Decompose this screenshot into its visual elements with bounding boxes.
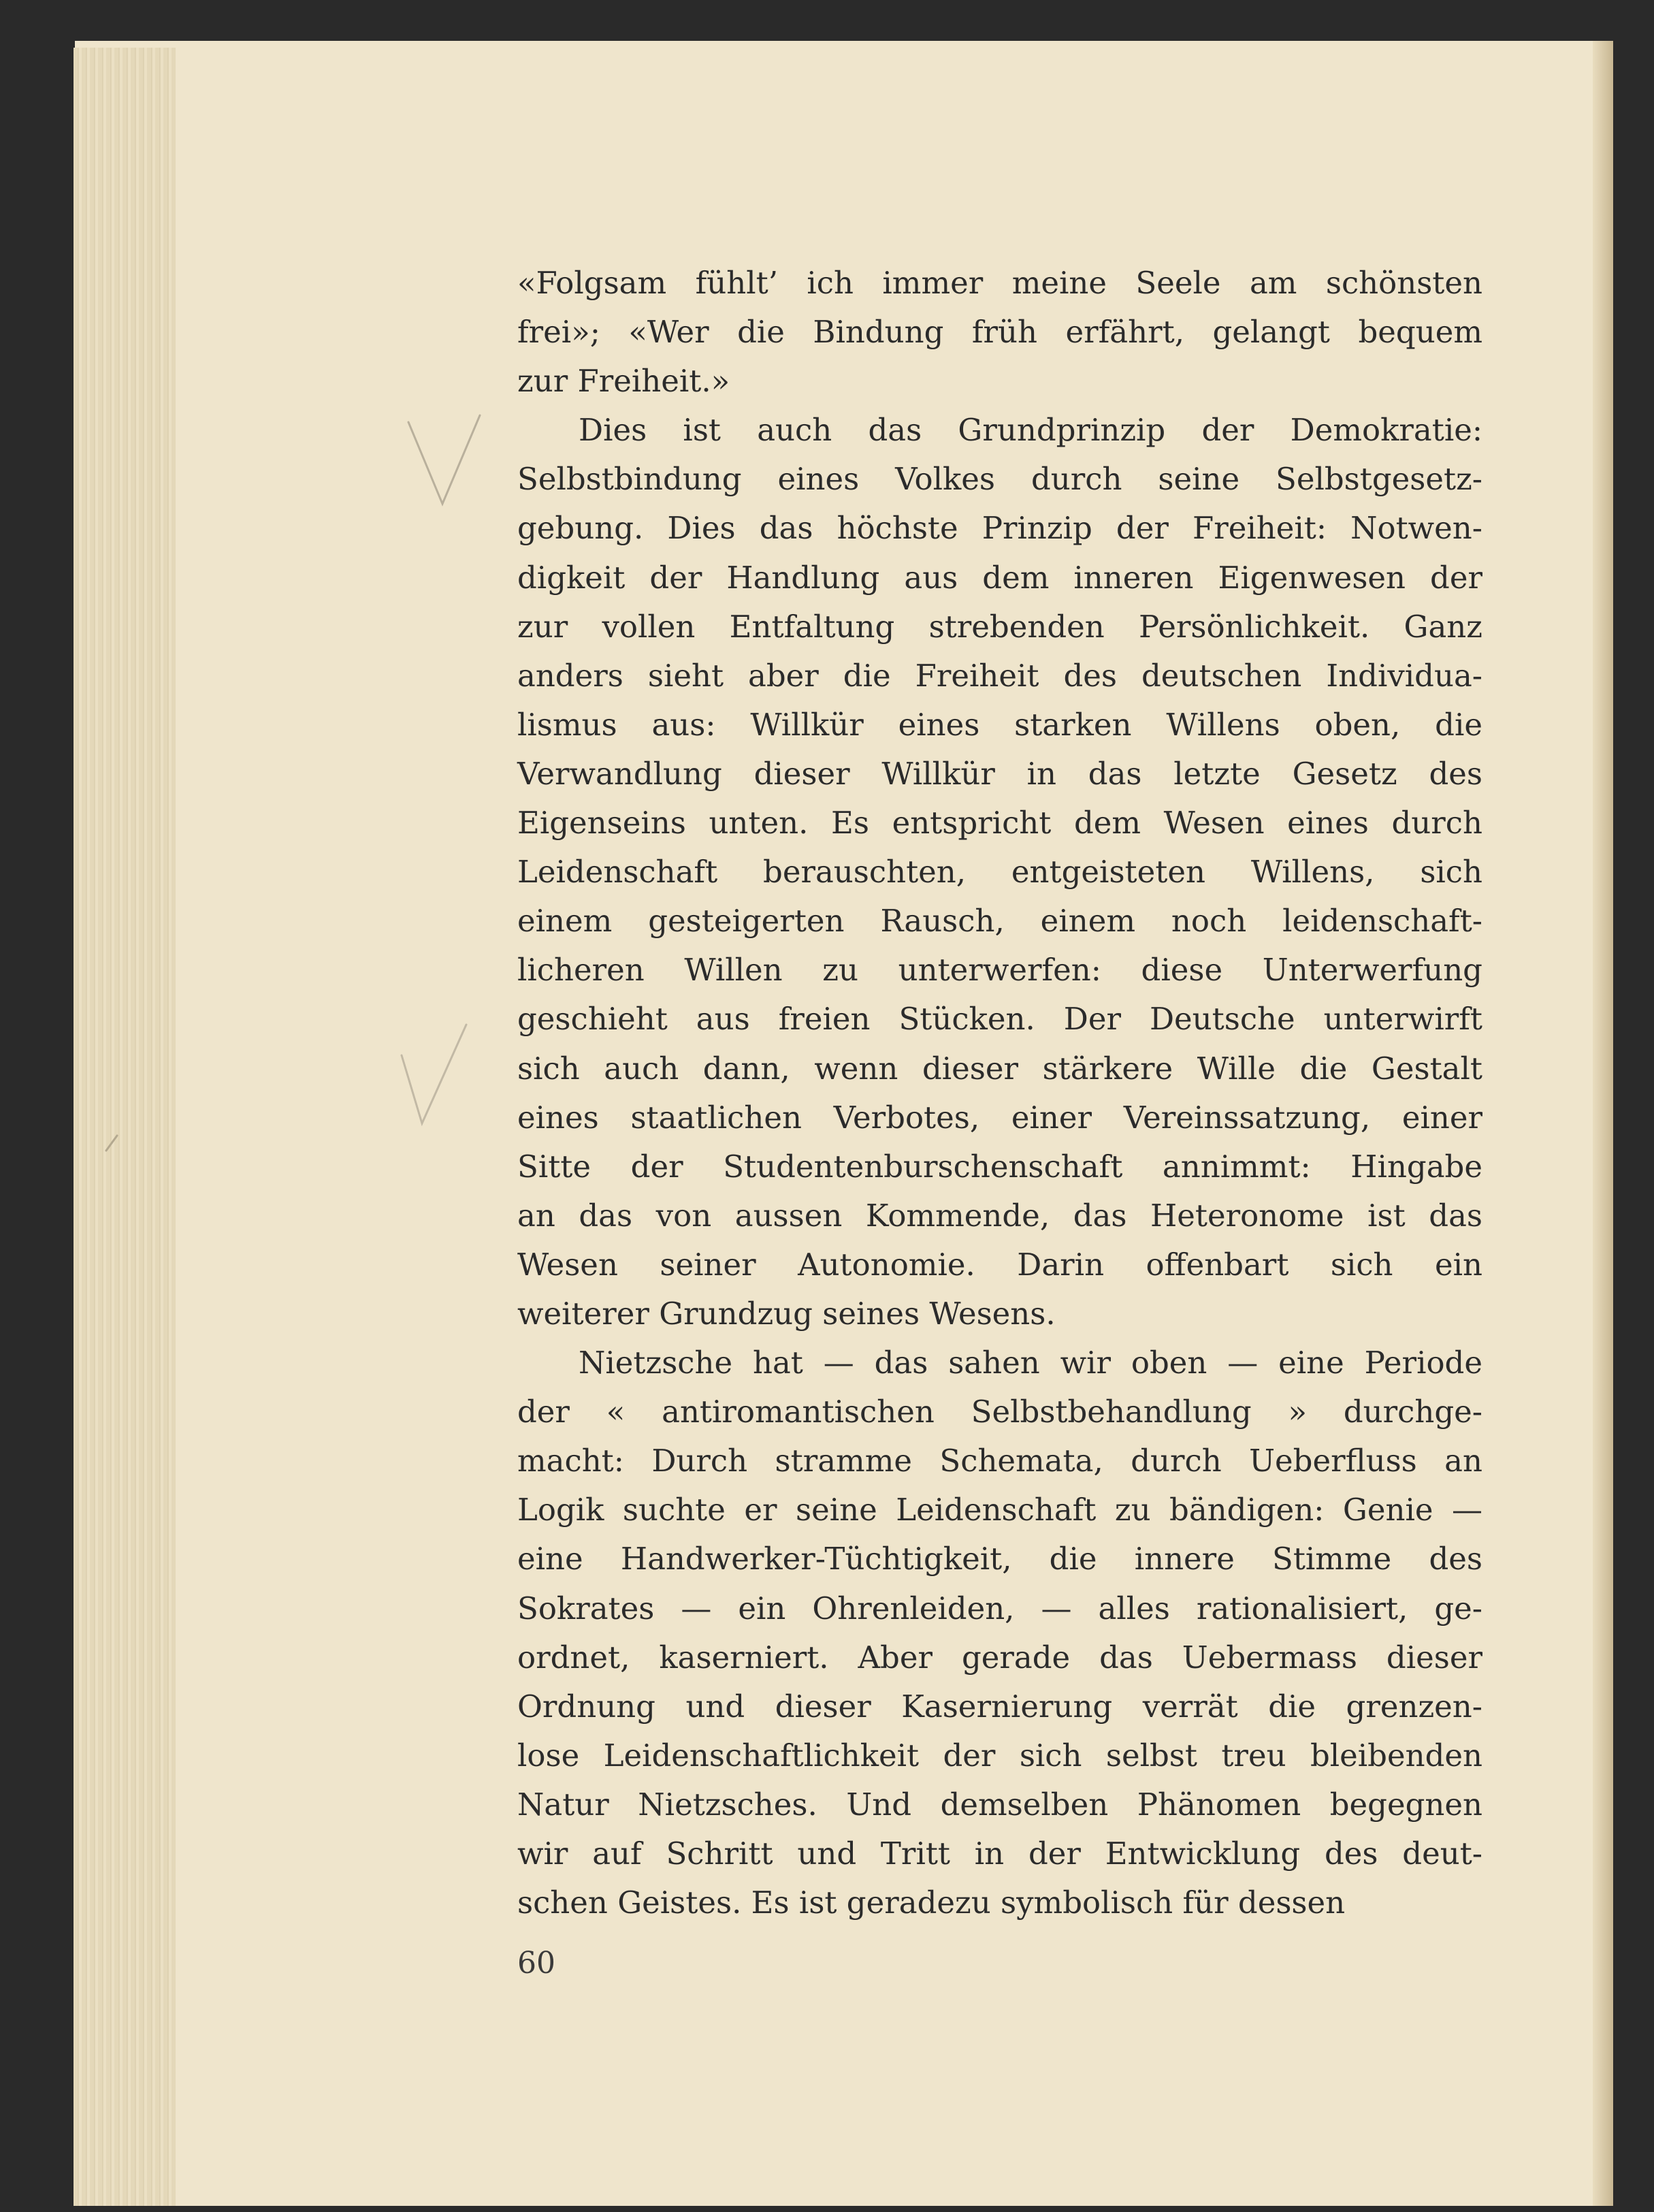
text-line: einem gesteigerten Rausch, einem noch leidenschaft- [517, 903, 1482, 940]
text-line: Logik suchte er seine Leidenschaft zu bändigen: Genie — [517, 1492, 1482, 1528]
text-line: Verwandlung dieser Willkür in das letzte Gesetz des [517, 755, 1482, 792]
text-line: Sitte der Studentenburschenschaft annimmt: Hingabe [517, 1148, 1482, 1185]
text-line: Sokrates — ein Ohrenleiden, — alles rationalisiert, ge- [517, 1590, 1482, 1626]
page-edges [74, 48, 176, 2206]
binding-gutter [1593, 41, 1613, 2206]
page-number: 60 [517, 1946, 555, 1981]
text-line: Natur Nietzsches. Und demselben Phänomen begegnen [517, 1786, 1482, 1823]
text-line: digkeit der Handlung aus dem inneren Eigenwesen der [517, 559, 1482, 596]
text-line: Nietzsche hat — das sahen wir oben — eine Periode [579, 1345, 1482, 1381]
pencil-check-mark-icon [402, 408, 490, 517]
text-line: Selbstbindung eines Volkes durch seine Selbstgesetz- [517, 461, 1482, 498]
text-line: Leidenschaft berauschten, entgeisteten Willens, sich [517, 854, 1482, 891]
paragraph [517, 259, 1482, 406]
pencil-tick-icon [102, 1130, 123, 1157]
text-line: schen Geistes. Es ist geradezu symbolisch für dessen [517, 1885, 1346, 1921]
text-line: der « antiromantischen Selbstbehandlung » durchge- [517, 1394, 1482, 1430]
text-line: lose Leidenschaftlichkeit der sich selbst treu bleibenden [517, 1737, 1482, 1774]
text-line: eine Handwerker-Tüchtigkeit, die innere Stimme des [517, 1541, 1482, 1577]
text-line: lismus aus: Willkür eines starken Willens oben, die [517, 706, 1482, 743]
text-line: Ordnung und dieser Kasernierung verrät die grenzen- [517, 1688, 1482, 1725]
text-line: geschieht aus freien Stücken. Der Deutsche unterwirft [517, 1001, 1482, 1038]
text-line: anders sieht aber die Freiheit des deutschen Individua- [517, 657, 1482, 694]
text-line: macht: Durch stramme Schemata, durch Ueberfluss an [517, 1443, 1482, 1479]
paragraph [517, 406, 1482, 1339]
pencil-check-mark-icon [395, 1014, 476, 1130]
text-line: sich auch dann, wenn dieser stärkere Wille die Gestalt [517, 1050, 1482, 1087]
text-line: licheren Willen zu unterwerfen: diese Unterwerfung [517, 952, 1482, 989]
text-line: weiterer Grundzug seines Wesens. [517, 1295, 1056, 1332]
text-line: Wesen seiner Autonomie. Darin offenbart sich ein [517, 1246, 1482, 1283]
text-line: «Folgsam fühlt’ ich immer meine Seele am schönsten [517, 265, 1482, 301]
text-line: frei»; «Wer die Bindung früh erfährt, gelangt bequem [517, 314, 1482, 351]
text-line: an das von aussen Kommende, das Heteronome ist das [517, 1197, 1482, 1234]
text-line: zur vollen Entfaltung strebenden Persönlichkeit. Ganz [517, 608, 1482, 645]
text-line: wir auf Schritt und Tritt in der Entwicklung des deut- [517, 1836, 1482, 1872]
text-line: zur Freiheit.» [517, 363, 730, 400]
paragraph [517, 1339, 1482, 1927]
body-text [517, 259, 1482, 1927]
text-line: gebung. Dies das höchste Prinzip der Freiheit: Notwen- [517, 510, 1482, 547]
text-line: eines staatlichen Verbotes, einer Vereinssatzung, einer [517, 1099, 1482, 1136]
text-line: ordnet, kaserniert. Aber gerade das Uebermass dieser [517, 1639, 1482, 1676]
text-line: Eigenseins unten. Es entspricht dem Wesen eines durch [517, 805, 1482, 841]
text-line: Dies ist auch das Grundprinzip der Demokratie: [579, 412, 1482, 449]
